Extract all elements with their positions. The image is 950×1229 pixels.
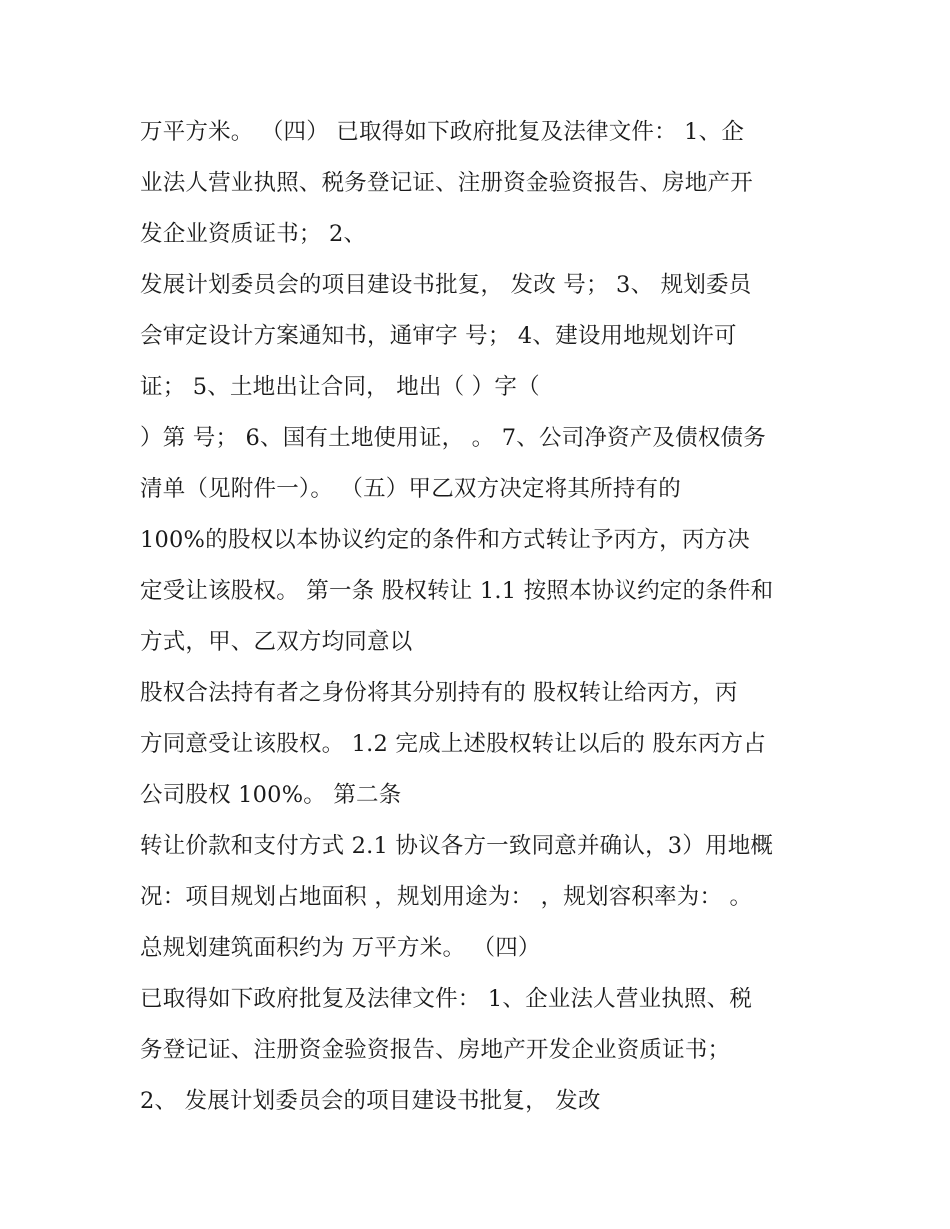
text-line: 会审定设计方案通知书，通审字 号； 4、建设用地规划许可 <box>140 323 737 349</box>
text-line: ）第 号； 6、国有土地使用证， 。 7、公司净资产及债权债务 <box>140 425 766 451</box>
text-line: 证； 5、土地出让合同， 地出（ ）字（ <box>140 374 540 400</box>
text-line: 方同意受让该股权。 1.2 完成上述股权转让以后的 股东丙方占 <box>140 731 766 757</box>
document-body <box>140 107 830 1127</box>
text-line: 发展计划委员会的项目建设书批复， 发改 号； 3、 规划委员 <box>140 272 752 298</box>
text-line: 万平方米。 （四） 已取得如下政府批复及法律文件： 1、企 <box>140 119 745 145</box>
text-line: 务登记证、注册资金验资报告、房地产开发企业资质证书； <box>140 1037 731 1063</box>
text-line: 股权合法持有者之身份将其分别持有的 股权转让给丙方，丙 <box>140 680 738 706</box>
text-line: 总规划建筑面积约为 万平方米。 （四） <box>140 935 541 961</box>
text-line: 已取得如下政府批复及法律文件： 1、企业法人营业执照、税 <box>140 986 753 1012</box>
text-line: 公司股权 100%。 第二条 <box>140 782 402 808</box>
text-line: 业法人营业执照、税务登记证、注册资金验资报告、房地产开 <box>140 170 753 196</box>
text-line: 方式，甲、乙双方均同意以 <box>140 629 413 655</box>
text-line: 发企业资质证书； 2、 <box>140 221 367 247</box>
text-line: 况：项目规划占地面积 ，规划用途为： ，规划容积率为： 。 <box>140 884 753 910</box>
text-line: 定受让该股权。 第一条 股权转让 1.1 按照本协议约定的条件和 <box>140 578 774 604</box>
text-line: 转让价款和支付方式 2.1 协议各方一致同意并确认，3）用地概 <box>140 833 774 859</box>
text-line: 清单（见附件一）。 （五）甲乙双方决定将其所持有的 <box>140 476 681 502</box>
text-line: 2、 发展计划委员会的项目建设书批复， 发改 <box>140 1088 601 1114</box>
text-line: 100%的股权以本协议约定的条件和方式转让予丙方，丙方决 <box>140 527 750 553</box>
